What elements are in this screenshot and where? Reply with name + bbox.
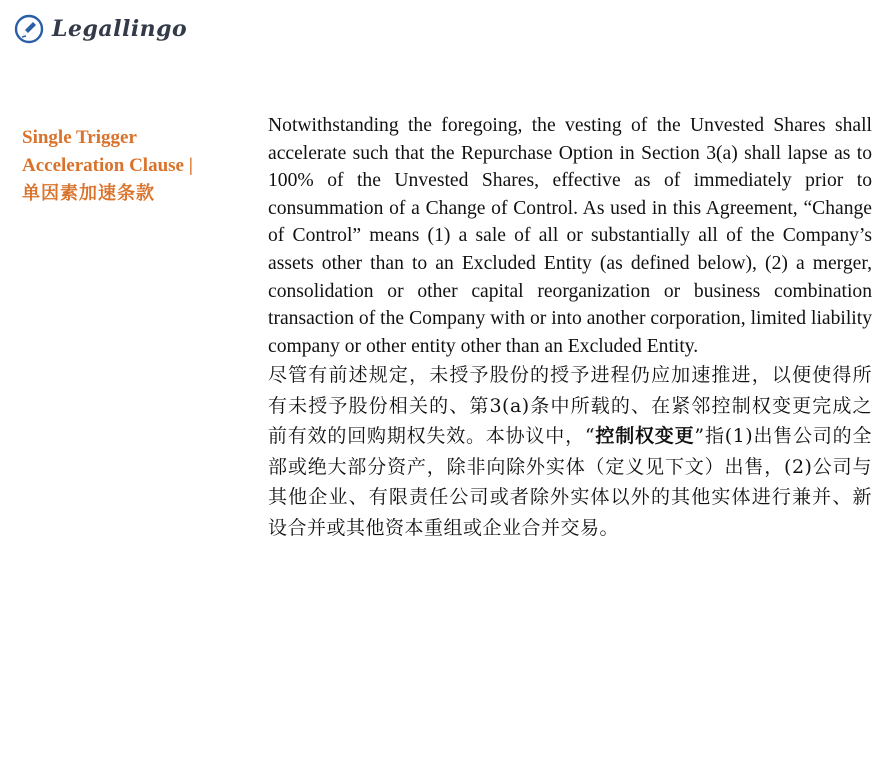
clause-title-chinese: 单因素加速条款 xyxy=(22,183,155,204)
clause-title-line1: Single Trigger xyxy=(22,127,137,148)
clause-title-line2: Acceleration Clause | xyxy=(22,155,193,176)
logo-text: Legallingo xyxy=(52,16,188,42)
english-paragraph: Notwithstanding the foregoing, the vesting of the Unvested Shares shall accelerate such that the Repurchase Option in Section 3(a) shall lapse as to 100% of the Unvested Shares, effective as of immediately prior to consummation of a Change of Control. As used in this Agreement, “Change of Control” means (1) a sale of all or substantially all of the Company’s assets other than to an Excluded Entity (as defined below), (2) a merger, consolidation or other capital reorganization or business combination transaction of the Company with or into another corporation, limited liability company or other entity other than an Excluded Entity. xyxy=(268,115,872,357)
pen-circle-icon xyxy=(14,14,44,44)
logo xyxy=(14,14,187,44)
clause-body xyxy=(268,112,872,543)
chinese-paragraph xyxy=(268,360,872,543)
chinese-text-part2: ”指(1)出售公司的全部或绝大部分资产，除非向除外实体（定义见下文）出售，(2)公司与其他企业、有限责任公司或者除外实体以外的其他实体进行兼并、新设合并或其他资本重组或企业合并交易。 xyxy=(268,425,872,539)
chinese-text-part1: 尽管有前述规定，未授予股份的授予进程仍应加速推进，以便使得所有未授予股份相关的、第3(a)条中所载的、在紧邻控制权变更完成之前有效的回购期权失效。本协议中，“ xyxy=(268,364,872,448)
chinese-defined-term: 控制权变更 xyxy=(595,425,695,448)
clause-title xyxy=(22,124,252,208)
